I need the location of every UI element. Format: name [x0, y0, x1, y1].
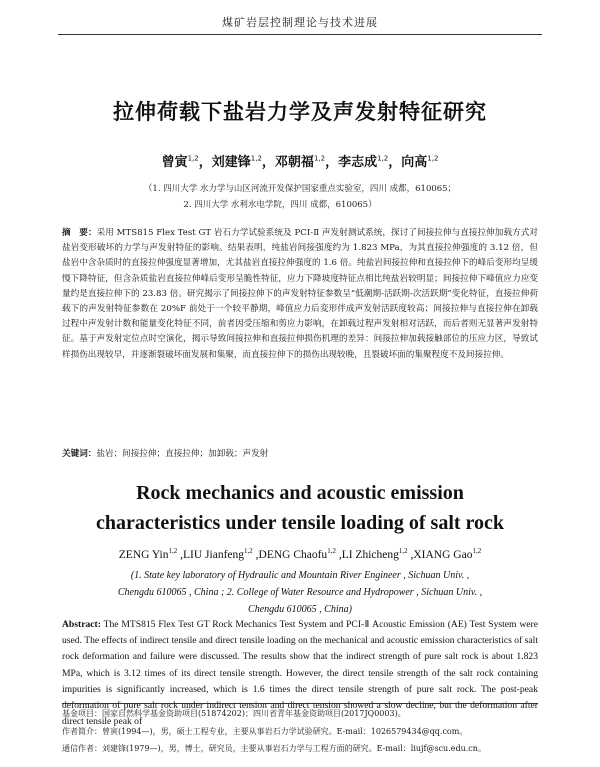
- english-affiliation-line-1: (1. State key laboratory of Hydraulic and Mountain River Engineer , Sichuan Univ. ,: [130, 570, 470, 581]
- author-affiliation-mark: 1,2: [327, 547, 336, 555]
- author-separator: ，: [261, 155, 275, 170]
- running-head: 煤矿岩层控制理论与技术进展: [222, 16, 378, 29]
- author-name: ZENG Yin: [118, 548, 169, 561]
- author-affiliation-mark: 1,2: [472, 547, 482, 555]
- author-affiliation-mark: 1,2: [313, 154, 326, 163]
- author-affiliation-mark: 1,2: [244, 547, 253, 555]
- author-separator: ，: [388, 155, 402, 170]
- author-name: XIANG Gao: [413, 548, 473, 561]
- author-affiliation-mark: 1,2: [377, 154, 389, 163]
- footnote-first-author: 作者简介：曾寅(1994—)，男，硕士工程专业，主要从事岩石力学试验研究。E-mail：1026579434@qq.com。: [62, 727, 468, 736]
- author-separator: ,: [335, 548, 342, 561]
- author-separator: ，: [198, 155, 212, 170]
- author-affiliation-mark: 1,2: [427, 154, 439, 163]
- chinese-affiliation-line-1: （1. 四川大学 水力学与山区河流开发保护国家重点实验室，四川 成都，610065；: [143, 184, 457, 194]
- author-name: 向高: [401, 155, 428, 170]
- footnote-fund: 基金项目：国家自然科学基金资助项目(51874202)；四川省青年基金资助项目(2017JQ0003)。: [62, 709, 406, 718]
- footnote-corresponding-author: 通信作者：刘建锋(1979—)，男，博士，研究员，主要从事岩石力学与工程方面的研究。E-mail：liujf@scu.edu.cn。: [62, 744, 486, 753]
- author-separator: ,: [407, 548, 414, 561]
- author-separator: ，: [325, 155, 339, 170]
- english-affiliation-line-3: Chengdu 610065 , China): [248, 604, 352, 615]
- author-name: 刘建锋: [211, 155, 251, 170]
- chinese-affiliation-line-2: 2. 四川大学 水利水电学院，四川 成都，610065）: [183, 200, 377, 210]
- chinese-keywords: [62, 447, 538, 459]
- abstract-text: 采用 MTS815 Flex Test GT 岩石力学试验系统及 PCI-Ⅱ 声发射测试系统，探讨了间接拉伸与直接拉伸加载方式对盐岩变形破坏的力学与声发射特征的影响。结果表明，纯盐岩间接强度约为 1.823 MPa，为其直接拉伸强度的 3.12 倍，但盐岩中含杂质时的直接拉伸强度显著增加，尤其盐岩直接拉伸强度的 1.6 倍。纯盐岩间接拉伸和直接拉伸下的峰后变形均呈缓慢下降特征，但含杂质盐岩直接拉伸峰后变形呈脆性特征，应力下降坡度特征点相比纯盐岩较明显；间接拉伸下峰值应力应变量约是直接拉伸下的 23.83 倍。研究揭示了间接拉伸下的声发射特征参数呈“低潮期-活跃期-次活跃期”变化特征，直接拉伸荷载下的声发射特征参数在 20%F 前处于一个较平静期，峰值应力后変形伴成声发射活跃度较高；间接拉伸与直接拉伸在卸载过程中声发射计数和能量变化特征不同，前者因受压缩和剪应力影响，在卸载过程声发射相对活跃，而后者则无显著声发射特征。基于声发射定位点时空演化，揭示导致间接拉伸和直接拉伸损伤机理的差异：间接拉伸加载接触部位的压应力区，导致试样损伤出现较早，并逐渐裂破坏面发展和集聚，而直接拉伸下的损伤出现较晚，且裂破坏面的集聚程度不及间接拉伸。: [62, 228, 538, 360]
- chinese-abstract: [62, 226, 538, 363]
- author-name: 李志成: [338, 155, 378, 170]
- author-affiliation-mark: 1,2: [187, 154, 199, 163]
- english-authors: [0, 547, 600, 561]
- keywords-label: 关键词：: [62, 449, 97, 459]
- abstract-label: 摘 要：: [62, 228, 97, 238]
- footnote-rule: [62, 703, 538, 704]
- chinese-authors: [0, 151, 600, 170]
- author-name: DENG Chaofu: [258, 548, 328, 561]
- author-affiliation-mark: 1,2: [250, 154, 262, 163]
- author-name: LI Zhicheng: [341, 548, 399, 561]
- english-title-line-1: Rock mechanics and acoustic emission: [136, 482, 464, 504]
- author-name: LIU Jianfeng: [183, 548, 245, 561]
- abstract-label: Abstract:: [62, 619, 101, 630]
- english-title-line-2: characteristics under tensile loading of salt rock: [95, 512, 505, 534]
- author-name: 邓朝福: [274, 155, 314, 170]
- author-name: 曾寅: [161, 155, 188, 170]
- english-affiliations: [0, 567, 600, 618]
- author-separator: ,: [177, 548, 184, 561]
- author-separator: ,: [252, 548, 259, 561]
- author-affiliation-mark: 1,2: [168, 547, 178, 555]
- english-title: [0, 478, 600, 538]
- chinese-title: 拉伸荷载下盐岩力学及声发射特征研究: [113, 100, 487, 124]
- abstract-text: The MTS815 Flex Test GT Rock Mechanics Test System and PCI-Ⅱ Acoustic Emission (AE) Test System were used. The effects of indirect tensile and direct tensile loading on the mechanical and acoustic emission characteristics of salt rock deformation and failure were discussed. The results show that the indirect strength of pure salt rock is about 1.823 MPa, which is 3.12 times of its direct tensile strength. However, the direct tensile strength of the salt rock containing impurities is significantly increased, which is 1.6 times the direct tensile strength of pure salt rock. The post-peak deformation of pure salt rock under indirect tension and direct tension showed a slow decline, but the deformation after direct tensile peak of: [62, 619, 538, 728]
- author-affiliation-mark: 1,2: [398, 547, 408, 555]
- header-rule: [58, 34, 542, 35]
- english-affiliation-line-2: Chengdu 610065 , China ; 2. College of Water Resource and Hydropower , Sichuan Univ. ,: [117, 587, 483, 598]
- keywords-text: 盐岩；间接拉伸；直接拉伸；加卸载；声发射: [96, 449, 269, 459]
